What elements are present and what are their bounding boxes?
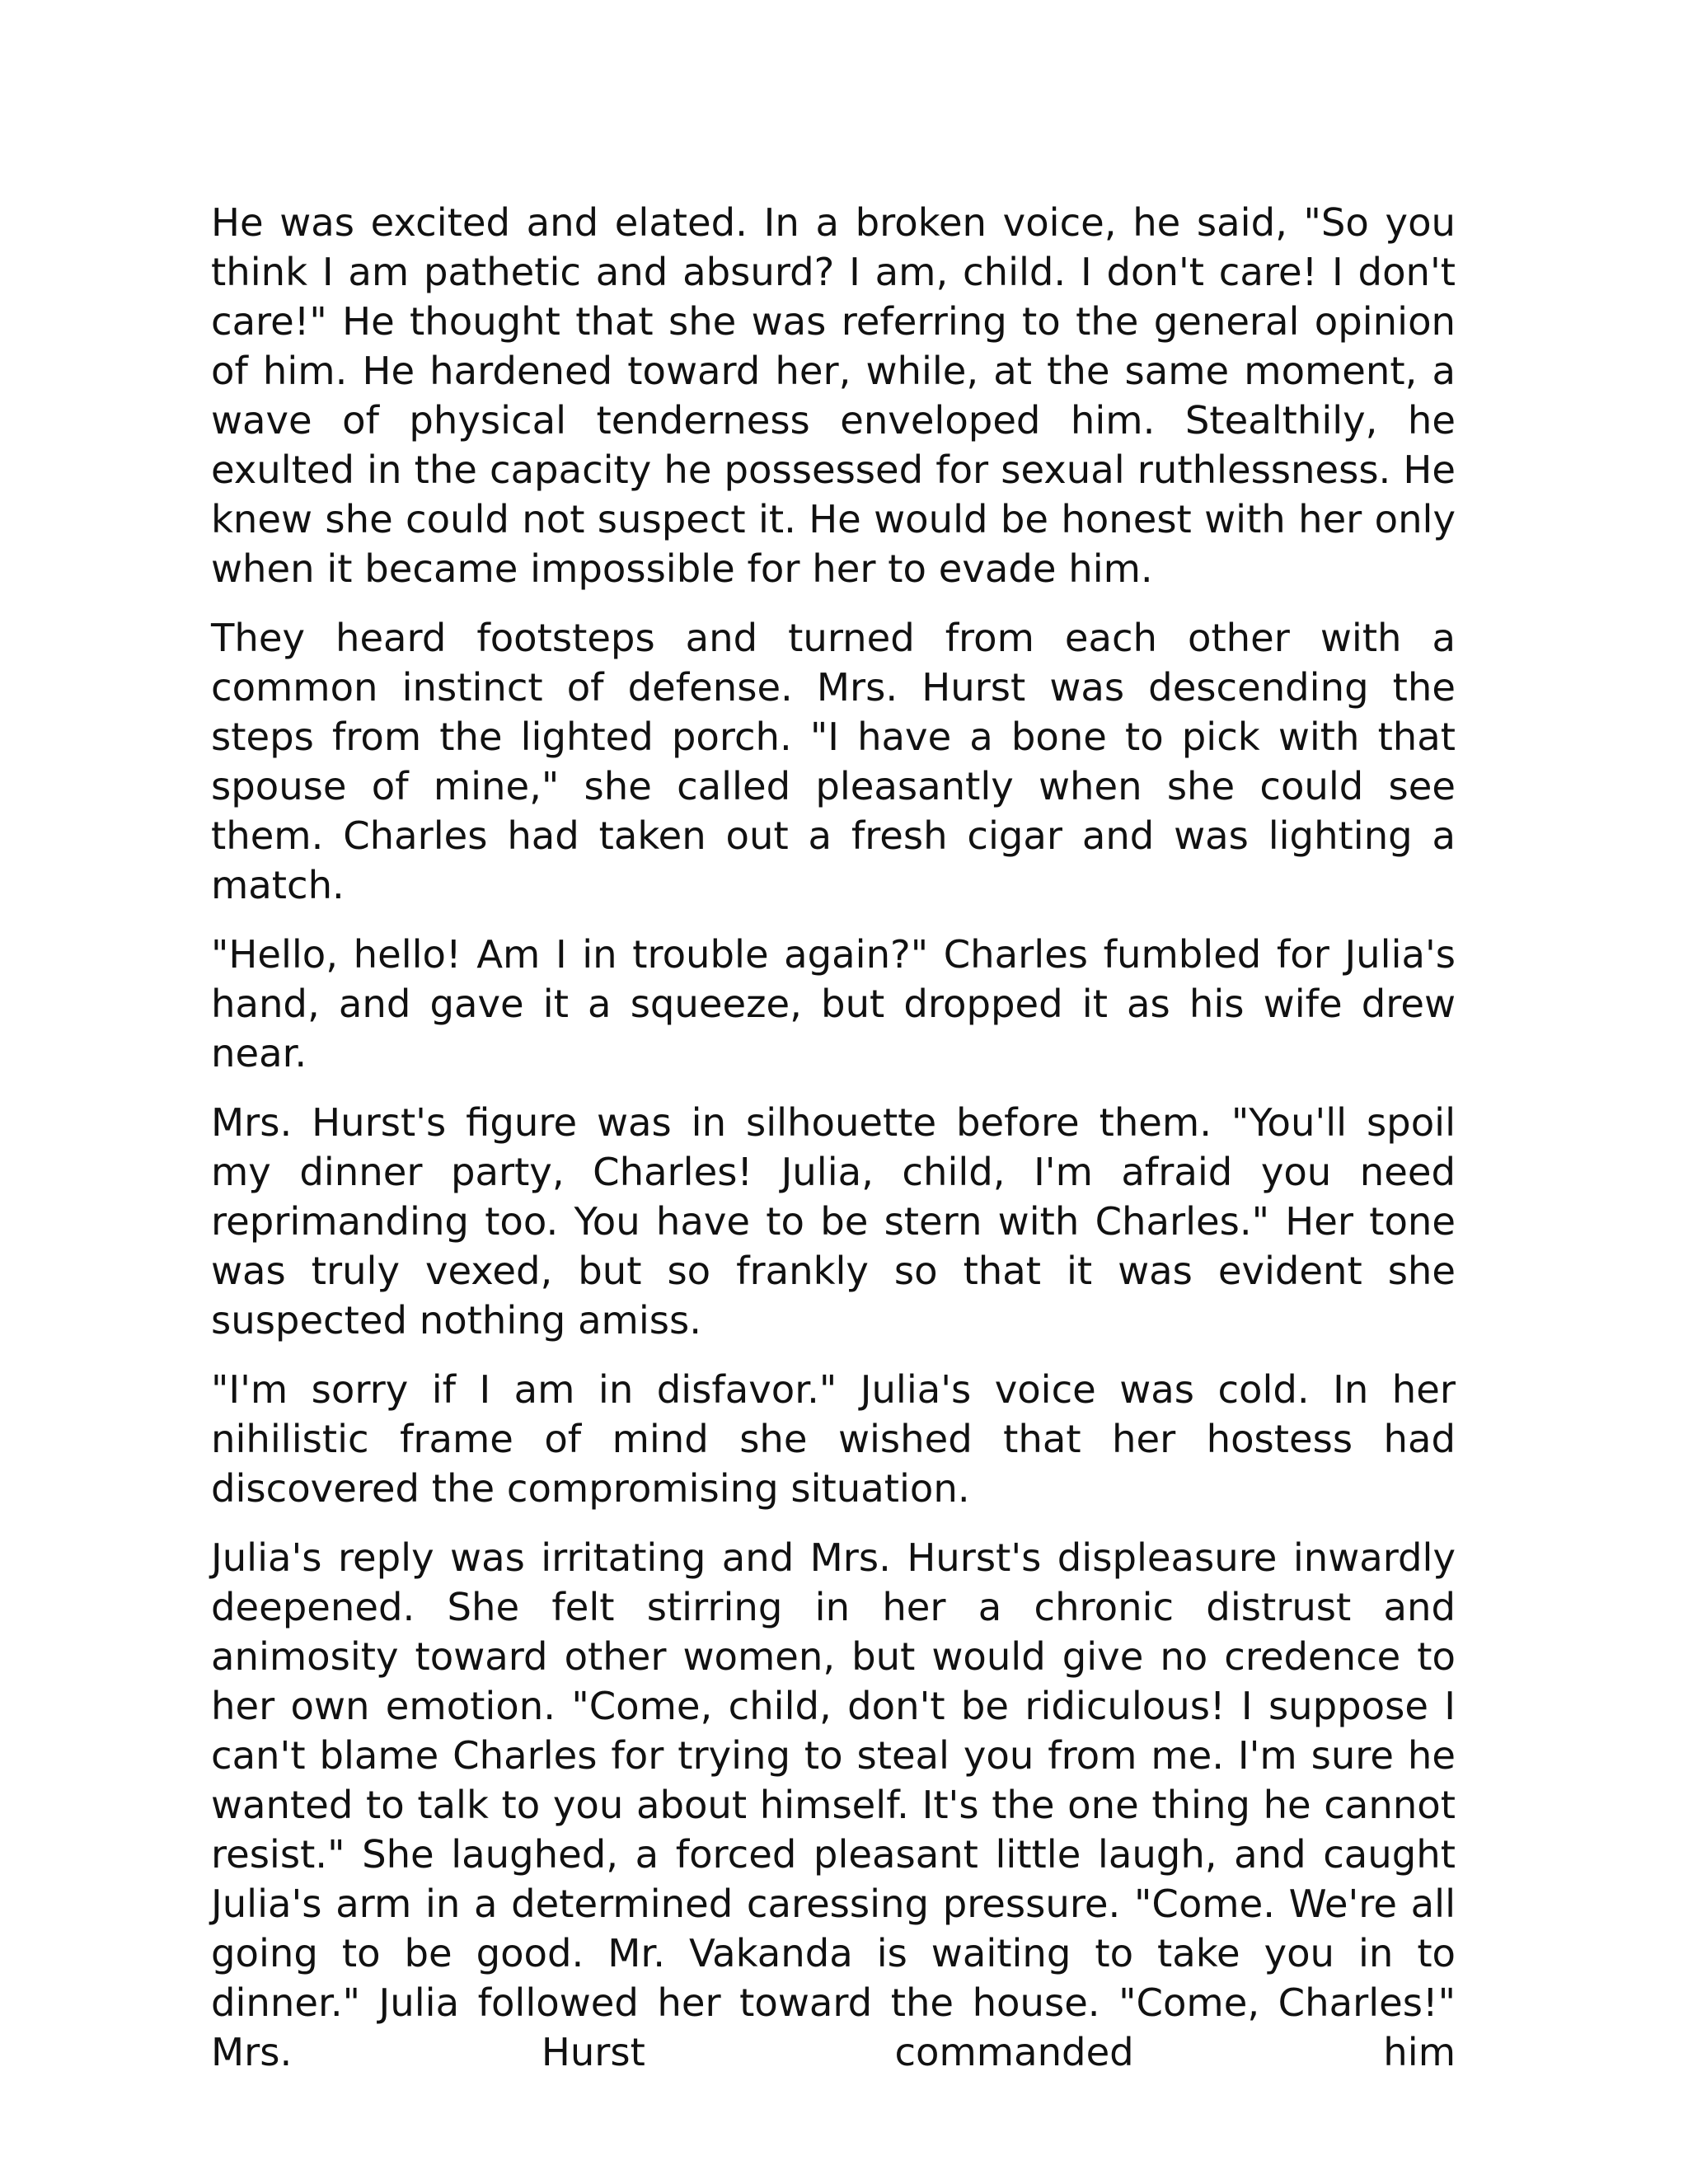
paragraph-3: "Hello, hello! Am I in trouble again?" Charles fumbled for Julia's hand, and gave it a squeeze, but dropped it as his wife drew near. (211, 932, 1456, 1076)
paragraph-5: "I'm sorry if I am in disfavor." Julia's voice was cold. In her nihilistic frame of mind she wished that her hostess had discovered the compromising situation. (211, 1367, 1456, 1511)
paragraph-4: Mrs. Hurst's figure was in silhouette before them. "You'll spoil my dinner party, Charles! Julia, child, I'm afraid you need reprimanding too. You have to be stern with Charles." Her tone was truly vexed, but so frankly so that it was evident she suspected nothing amiss. (211, 1100, 1456, 1343)
paragraph-1: He was excited and elated. In a broken voice, he said, "So you think I am pathetic and absurd? I am, child. I don't care! I don't care!" He thought that she was referring to the general opinion of him. He hardened toward her, while, at the same moment, a wave of physical tenderness enveloped him. Stealthily, he exulted in the capacity he possessed for sexual ruthlessness. He knew she could not suspect it. He would be honest with her only when it became impossible for her to evade him. (211, 200, 1456, 591)
paragraph-2: They heard footsteps and turned from each other with a common instinct of defense. Mrs. Hurst was descending the steps from the lighted porch. "I have a bone to pick with that spouse of mine," she called pleasantly when she could see them. Charles had taken out a fresh cigar and was lighting a match. (211, 616, 1456, 907)
paragraph-6: Julia's reply was irritating and Mrs. Hurst's displeasure inwardly deepened. She felt stirring in her a chronic distrust and animosity toward other women, but would give no credence to her own emotion. "Come, child, don't be ridiculous! I suppose I can't blame Charles for trying to steal you from me. I'm sure he wanted to talk to you about himself. It's the one thing he cannot resist." She laughed, a forced pleasant little laugh, and caught Julia's arm in a determined caressing pressure. "Come. We're all going to be good. Mr. Vakanda is waiting to take you in to dinner." Julia followed her toward the house. "Come, Charles!" Mrs. Hurst commanded him (211, 1535, 1456, 2074)
body-text (211, 198, 1456, 2097)
